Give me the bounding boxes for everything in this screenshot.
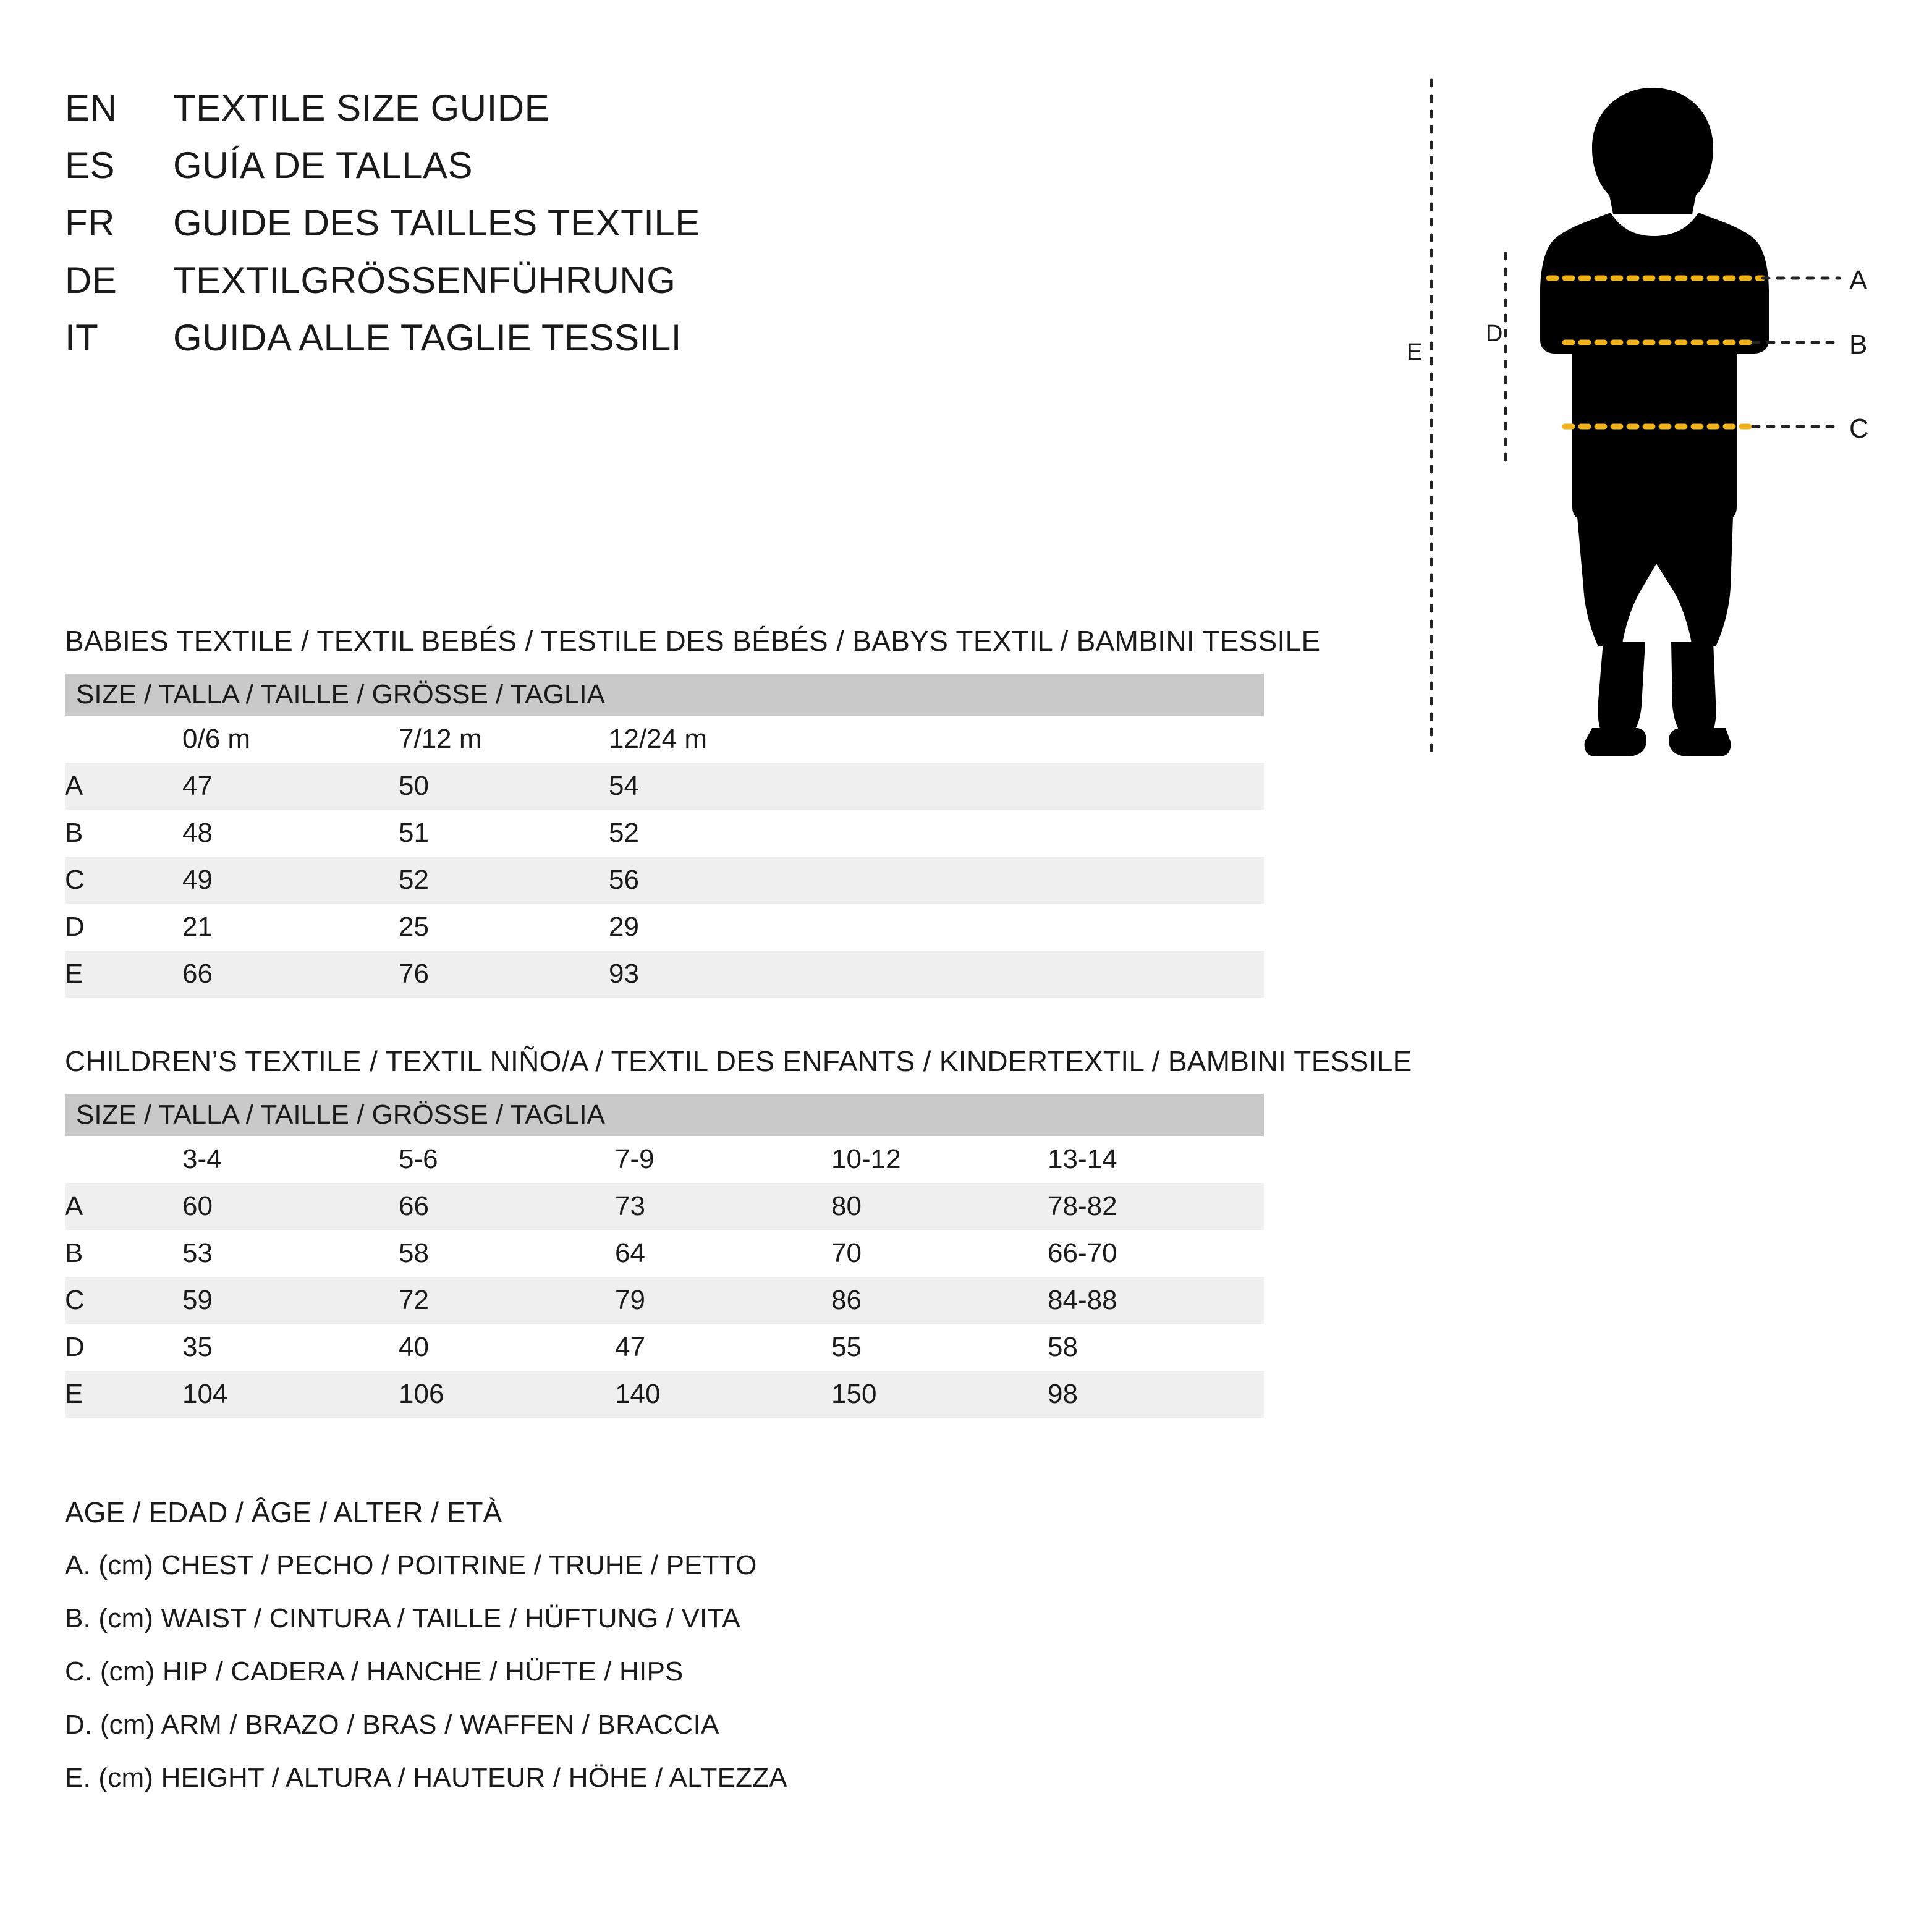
title-text-de: TEXTILGRÖSSENFÜHRUNG <box>173 260 676 301</box>
babies-e-1: 76 <box>399 951 609 998</box>
child-silhouette <box>1540 88 1769 756</box>
children-band-row <box>65 1094 1264 1136</box>
babies-a-1: 50 <box>399 763 609 810</box>
children-corner-cell <box>65 1136 182 1183</box>
babies-caption: BABIES TEXTILE / TEXTIL BEBÉS / TESTILE DES BÉBÉS / BABYS TEXTIL / BAMBINI TESSILE <box>65 625 1321 657</box>
table-row <box>65 1371 1264 1418</box>
title-text-es: GUÍA DE TALLAS <box>173 145 473 186</box>
babies-col-1: 7/12 m <box>399 716 609 763</box>
children-c-2: 79 <box>615 1277 831 1324</box>
legend-item-arm: D. (cm) ARM / BRAZO / BRAS / WAFFEN / BRACCIA <box>65 1710 719 1740</box>
title-lang-fr: FR <box>65 202 115 244</box>
children-d-3: 55 <box>831 1324 1048 1371</box>
table-row <box>65 810 1264 857</box>
children-col-2: 7-9 <box>615 1136 831 1183</box>
babies-c-1: 52 <box>399 857 609 904</box>
children-c-0: 59 <box>182 1277 399 1324</box>
table-row <box>65 857 1264 904</box>
title-lang-it: IT <box>65 317 99 358</box>
table-row <box>65 1324 1264 1371</box>
babies-row-label-d: D <box>65 904 182 951</box>
title-lang-en: EN <box>65 87 117 129</box>
children-a-1: 66 <box>399 1183 615 1230</box>
children-row-label-d: D <box>65 1324 182 1371</box>
children-e-0: 104 <box>182 1371 399 1418</box>
legend-item-height: E. (cm) HEIGHT / ALTURA / HAUTEUR / HÖHE / ALTEZZA <box>65 1763 787 1793</box>
babies-band-label: SIZE / TALLA / TAILLE / GRÖSSE / TAGLIA <box>65 674 1264 716</box>
title-row-de <box>65 259 1239 302</box>
figure-label-e: E <box>1407 339 1423 365</box>
babies-band-row <box>65 674 1264 716</box>
children-d-2: 47 <box>615 1324 831 1371</box>
title-lang-de: DE <box>65 260 117 301</box>
babies-section <box>65 624 1320 998</box>
title-row-it <box>65 316 1239 359</box>
children-column-header-row <box>65 1136 1264 1183</box>
babies-e-0: 66 <box>182 951 399 998</box>
children-a-0: 60 <box>182 1183 399 1230</box>
children-row-label-a: A <box>65 1183 182 1230</box>
babies-row-label-e: E <box>65 951 182 998</box>
babies-c-2: 56 <box>609 857 1264 904</box>
children-c-3: 86 <box>831 1277 1048 1324</box>
figure-label-a: A <box>1849 265 1868 295</box>
title-row-es <box>65 144 1239 187</box>
children-d-0: 35 <box>182 1324 399 1371</box>
children-a-3: 80 <box>831 1183 1048 1230</box>
babies-a-0: 47 <box>182 763 399 810</box>
table-row <box>65 1277 1264 1324</box>
table-row <box>65 763 1264 810</box>
children-b-3: 70 <box>831 1230 1048 1277</box>
children-e-4: 98 <box>1048 1371 1264 1418</box>
children-b-2: 64 <box>615 1230 831 1277</box>
babies-e-2: 93 <box>609 951 1264 998</box>
children-c-4: 84-88 <box>1048 1277 1264 1324</box>
figure-label-b: B <box>1849 329 1868 360</box>
title-row-fr <box>65 201 1239 244</box>
legend-item-hip: C. (cm) HIP / CADERA / HANCHE / HÜFTE / HIPS <box>65 1656 684 1687</box>
babies-row-label-c: C <box>65 857 182 904</box>
table-row <box>65 1230 1264 1277</box>
measurement-figure <box>1407 74 1876 773</box>
babies-row-label-b: B <box>65 810 182 857</box>
legend-title: AGE / EDAD / ÂGE / ALTER / ETÀ <box>65 1496 502 1528</box>
babies-a-2: 54 <box>609 763 1264 810</box>
children-caption: CHILDREN’S TEXTILE / TEXTIL NIÑO/A / TEXTIL DES ENFANTS / KINDERTEXTIL / BAMBINI TESSILE <box>65 1045 1412 1077</box>
children-section <box>65 1044 1412 1418</box>
babies-b-1: 51 <box>399 810 609 857</box>
children-col-3: 10-12 <box>831 1136 1048 1183</box>
babies-c-0: 49 <box>182 857 399 904</box>
children-row-label-c: C <box>65 1277 182 1324</box>
babies-col-0: 0/6 m <box>182 716 399 763</box>
legend-item-waist: B. (cm) WAIST / CINTURA / TAILLE / HÜFTUNG / VITA <box>65 1603 740 1633</box>
children-e-3: 150 <box>831 1371 1048 1418</box>
table-row <box>65 951 1264 998</box>
children-col-0: 3-4 <box>182 1136 399 1183</box>
babies-corner-cell <box>65 716 182 763</box>
babies-row-label-a: A <box>65 763 182 810</box>
figure-label-d: D <box>1486 321 1503 347</box>
babies-b-2: 52 <box>609 810 1264 857</box>
babies-d-0: 21 <box>182 904 399 951</box>
table-row <box>65 1183 1264 1230</box>
babies-b-0: 48 <box>182 810 399 857</box>
title-block <box>65 87 1239 374</box>
children-b-0: 53 <box>182 1230 399 1277</box>
children-size-table <box>65 1094 1264 1418</box>
children-e-2: 140 <box>615 1371 831 1418</box>
title-lang-es: ES <box>65 145 116 186</box>
children-row-label-e: E <box>65 1371 182 1418</box>
children-a-4: 78-82 <box>1048 1183 1264 1230</box>
title-text-it: GUIDA ALLE TAGLIE TESSILI <box>173 317 682 358</box>
children-col-4: 13-14 <box>1048 1136 1264 1183</box>
legend-section <box>65 1496 787 1816</box>
children-c-1: 72 <box>399 1277 615 1324</box>
children-b-4: 66-70 <box>1048 1230 1264 1277</box>
title-row-en <box>65 87 1239 129</box>
children-row-label-b: B <box>65 1230 182 1277</box>
children-d-4: 58 <box>1048 1324 1264 1371</box>
children-col-1: 5-6 <box>399 1136 615 1183</box>
children-d-1: 40 <box>399 1324 615 1371</box>
children-a-2: 73 <box>615 1183 831 1230</box>
children-band-label: SIZE / TALLA / TAILLE / GRÖSSE / TAGLIA <box>65 1094 1264 1136</box>
babies-d-1: 25 <box>399 904 609 951</box>
babies-column-header-row <box>65 716 1264 763</box>
table-row <box>65 904 1264 951</box>
title-text-en: TEXTILE SIZE GUIDE <box>173 87 550 129</box>
figure-label-c: C <box>1849 413 1869 444</box>
children-e-1: 106 <box>399 1371 615 1418</box>
babies-size-table <box>65 674 1264 998</box>
babies-col-2: 12/24 m <box>609 716 1264 763</box>
legend-item-chest: A. (cm) CHEST / PECHO / POITRINE / TRUHE / PETTO <box>65 1550 757 1580</box>
children-b-1: 58 <box>399 1230 615 1277</box>
title-text-fr: GUIDE DES TAILLES TEXTILE <box>173 202 700 244</box>
babies-d-2: 29 <box>609 904 1264 951</box>
